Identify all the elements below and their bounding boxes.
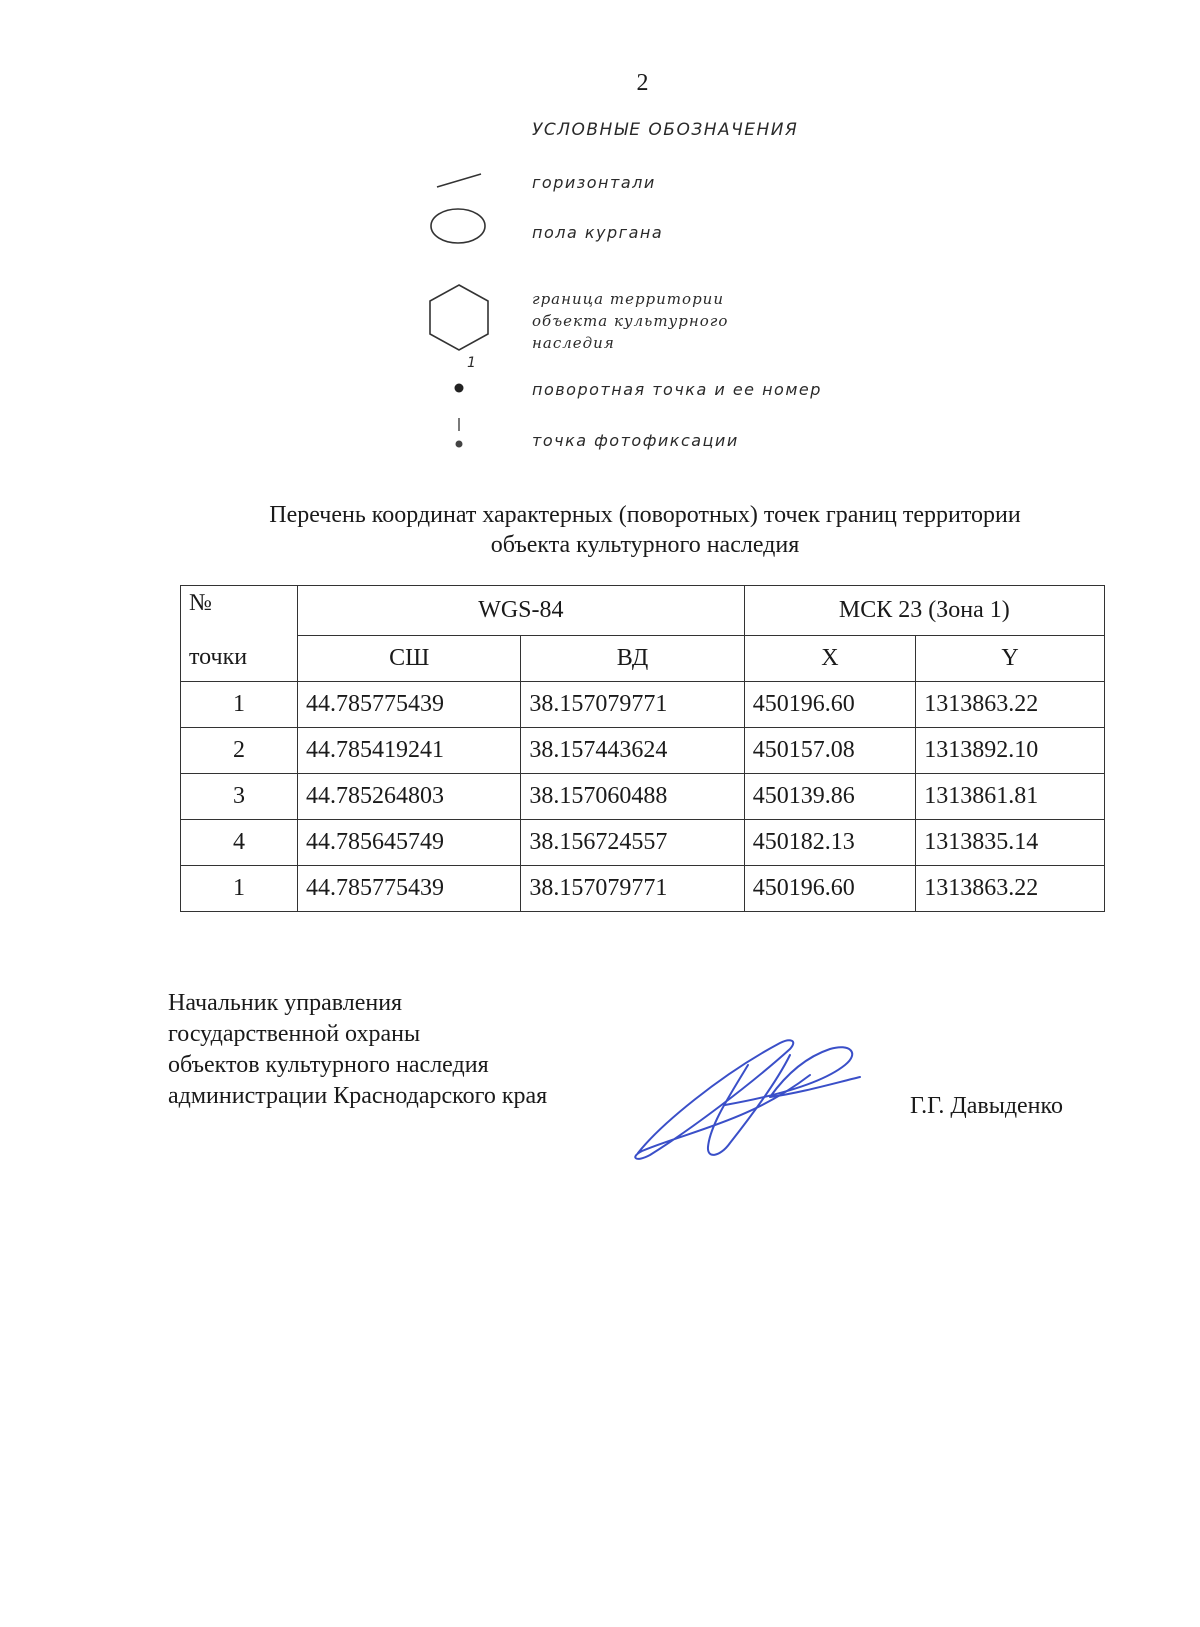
table-row [181, 773, 1105, 819]
legend-title: УСЛОВНЫЕ ОБОЗНАЧЕНИЯ [532, 120, 799, 140]
signatory-name: Г.Г. Давыденко [910, 1093, 1063, 1119]
cell-point: 4 [181, 819, 298, 865]
cell-lat: 44.785775439 [298, 865, 521, 911]
header-wgs84: WGS-84 [298, 586, 745, 636]
table-row [181, 727, 1105, 773]
table-subheader-row [181, 635, 1105, 681]
cell-lon: 38.157443624 [521, 727, 744, 773]
page-number: 2 [636, 70, 649, 96]
cell-y: 1313892.10 [916, 727, 1105, 773]
cell-lat: 44.785419241 [298, 727, 521, 773]
legend-label-photo-point: точка фотофиксации [532, 431, 739, 450]
table-row [181, 681, 1105, 727]
legend-label-boundary-line2: объекта культурного [532, 312, 729, 330]
cell-lon: 38.156724557 [521, 819, 744, 865]
cell-lat: 44.785775439 [298, 681, 521, 727]
turning-point-icon [452, 381, 466, 395]
signatory-position-line3: объектов культурного наследия [168, 1052, 489, 1078]
photo-point-icon [452, 415, 466, 451]
header-point-number: № [181, 586, 298, 636]
header-longitude: ВД [521, 635, 744, 681]
cell-x: 450157.08 [744, 727, 915, 773]
legend-label-barrow-floor: пола кургана [532, 223, 664, 242]
legend-label-turning-point: поворотная точка и ее номер [532, 380, 822, 399]
cell-lon: 38.157079771 [521, 681, 744, 727]
legend-label-boundary-line1: граница территории [532, 290, 724, 308]
legend-label-boundary [532, 288, 728, 354]
table-row [181, 819, 1105, 865]
cell-lon: 38.157079771 [521, 865, 744, 911]
ellipse-icon [428, 205, 490, 247]
header-x: X [744, 635, 915, 681]
table-row [181, 865, 1105, 911]
cell-point: 1 [181, 865, 298, 911]
cell-point: 1 [181, 681, 298, 727]
cell-x: 450182.13 [744, 819, 915, 865]
cell-x: 450196.60 [744, 681, 915, 727]
cell-y: 1313835.14 [916, 819, 1105, 865]
table-title-line2: объекта культурного наследия [490, 532, 800, 558]
table-header-row [181, 586, 1105, 636]
cell-y: 1313861.81 [916, 773, 1105, 819]
cell-lon: 38.157060488 [521, 773, 744, 819]
cell-y: 1313863.22 [916, 681, 1105, 727]
legend-label-contours: горизонтали [532, 173, 656, 192]
header-y: Y [916, 635, 1105, 681]
table-title-line1: Перечень координат характерных (поворотных) точек границ территории [269, 502, 1021, 528]
signatory-position-line2: государственной охраны [168, 1021, 421, 1047]
contour-line-icon [435, 170, 485, 190]
handwritten-signature [630, 1035, 890, 1165]
signatory-position-line4: администрации Краснодарского края [168, 1083, 548, 1109]
signatory-position-line1: Начальник управления [168, 990, 403, 1016]
cell-x: 450196.60 [744, 865, 915, 911]
hexagon-icon [426, 282, 492, 354]
header-point-label: точки [181, 635, 298, 681]
header-latitude: СШ [298, 635, 521, 681]
table-title [180, 500, 1110, 560]
cell-x: 450139.86 [744, 773, 915, 819]
turning-point-number: 1 [467, 355, 476, 371]
coordinates-table [180, 585, 1105, 912]
cell-point: 3 [181, 773, 298, 819]
cell-point: 2 [181, 727, 298, 773]
legend-label-boundary-line3: наследия [532, 334, 615, 352]
cell-lat: 44.785264803 [298, 773, 521, 819]
header-msk23: МСК 23 (Зона 1) [744, 586, 1104, 636]
signatory-position [168, 988, 547, 1112]
cell-y: 1313863.22 [916, 865, 1105, 911]
cell-lat: 44.785645749 [298, 819, 521, 865]
